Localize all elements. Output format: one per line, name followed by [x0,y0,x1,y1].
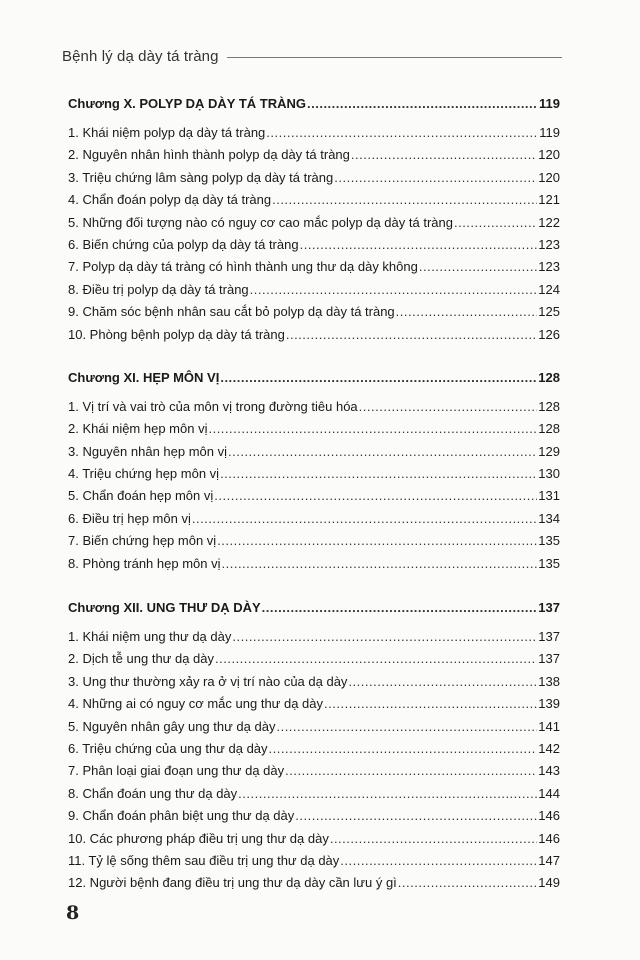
toc-entry-title: 5. Những đối tượng nào có nguy cơ cao mắc polyp dạ dày tá tràng [68,214,453,230]
dot-leader [324,693,537,715]
running-title: Bệnh lý dạ dày tá tràng [62,47,219,65]
toc-item[interactable] [68,324,560,346]
dot-leader [266,122,538,144]
toc-entry-page: 146 [538,808,560,824]
toc-entry-page: 128 [538,398,560,414]
toc-item[interactable] [68,212,560,234]
dot-leader [334,167,537,189]
dot-leader [286,324,537,346]
toc-entry-page: 138 [538,673,560,689]
toc-entry-title: 7. Phân loại giai đoạn ung thư dạ dày [68,763,285,779]
toc-entry-title: 10. Phòng bệnh polyp dạ dày tá tràng [68,326,285,342]
toc-entry-title: Chương XII. UNG THƯ DẠ DÀY [68,600,261,616]
toc-entry-page: 121 [538,192,560,208]
dot-leader [276,716,537,738]
toc-item[interactable] [68,671,560,693]
toc-item[interactable] [68,234,560,256]
dot-leader [398,872,538,894]
toc-entry-title: 1. Khái niệm polyp dạ dày tá tràng [68,125,266,140]
toc-entry-page: 126 [538,326,560,342]
toc-entry-title: 3. Nguyên nhân hẹp môn vị [68,443,227,459]
toc-entry-title: Chương XI. HẸP MÔN VỊ [68,369,220,385]
toc-entry-title: 8. Chẩn đoán ung thư dạ dày [68,785,238,801]
toc-entry-title: 1. Khái niệm ung thư dạ dày [68,629,232,645]
dot-leader [217,530,537,552]
toc-entry-page: 135 [538,533,560,549]
toc-entry-title: 5. Chẩn đoán hẹp môn vị [68,488,214,504]
dot-leader [348,671,537,693]
toc-item[interactable] [68,693,560,715]
header-rule [227,57,562,58]
toc-entry-title: 6. Điều trị hẹp môn vị [68,510,191,526]
toc-item[interactable] [68,783,560,805]
toc-entry-title: 1. Vị trí và vai trò của môn vị trong đường tiêu hóa [68,398,358,414]
dot-leader [220,463,537,485]
toc-entry-page: 129 [538,443,560,459]
toc-item[interactable] [68,626,560,648]
toc-entry-page: 124 [538,281,560,297]
dot-leader [269,738,538,760]
dot-leader [396,301,538,323]
dot-leader [208,418,537,440]
toc-entry-page: 131 [538,488,560,504]
toc-item[interactable] [68,828,560,850]
toc-entry-title: 6. Biến chứng của polyp dạ dày tá tràng [68,236,299,252]
toc-item[interactable] [68,872,560,894]
toc-entry-title: 7. Biến chứng hẹp môn vị [68,533,217,549]
toc-item[interactable] [68,553,560,575]
toc-entry-page: 120 [538,147,560,163]
toc-entry-title: 12. Người bệnh đang điều trị ung thư dạ dày cần lưu ý gì [68,875,397,891]
toc-item[interactable] [68,508,560,530]
toc-entry-page: 137 [538,651,560,667]
page-number: 8 [66,902,80,924]
toc-item[interactable] [68,716,560,738]
dot-leader [340,850,537,872]
toc-item[interactable] [68,738,560,760]
dot-leader [285,760,537,782]
running-header [62,44,562,68]
toc-entry-title: 8. Phòng tránh hẹp môn vị [68,555,221,571]
toc-entry-page: 141 [538,718,560,734]
dot-leader [222,553,538,575]
table-of-contents [68,92,560,915]
toc-entry-title: Chương X. POLYP DẠ DÀY TÁ TRÀNG [68,96,306,111]
toc-item[interactable] [68,441,560,463]
toc-entry-page: 142 [538,740,560,756]
toc-entry-page: 139 [538,696,560,712]
toc-entry-page: 122 [538,214,560,230]
toc-entry-title: 2. Dịch tễ ung thư dạ dày [68,651,215,667]
toc-item[interactable] [68,301,560,323]
toc-entry-title: 5. Nguyên nhân gây ung thư dạ dày [68,718,276,734]
dot-leader [215,648,537,670]
dot-leader [454,212,537,234]
dot-leader [214,485,537,507]
dot-leader [220,366,537,390]
toc-entry-title: 9. Chăm sóc bệnh nhân sau cắt bỏ polyp dạ dày tá tràng [68,304,395,320]
toc-entry-title: 4. Chẩn đoán polyp dạ dày tá tràng [68,192,272,208]
toc-item[interactable] [68,279,560,301]
toc-item[interactable] [68,189,560,211]
toc-entry-page: 130 [538,466,560,482]
toc-entry-page: 143 [538,763,560,779]
toc-entry-title: 2. Nguyên nhân hình thành polyp dạ dày tá tràng [68,147,350,163]
toc-item[interactable] [68,530,560,552]
toc-entry-page: 119 [539,96,560,111]
toc-entry-page: 123 [538,259,560,275]
toc-entry-page: 120 [538,169,560,185]
toc-item[interactable] [68,167,560,189]
toc-item[interactable] [68,396,560,418]
toc-entry-title: 6. Triệu chứng của ung thư dạ dày [68,740,268,756]
dot-leader [238,783,537,805]
toc-entry-page: 147 [538,852,560,868]
toc-chapter [68,366,560,575]
toc-entry-title: 11. Tỷ lệ sống thêm sau điều trị ung thư dạ dày [68,852,340,868]
toc-entry-title: 2. Khái niệm hẹp môn vị [68,421,208,437]
toc-item[interactable] [68,463,560,485]
toc-entry-title: 7. Polyp dạ dày tá tràng có hình thành ung thư dạ dày không [68,259,418,275]
toc-item[interactable] [68,122,560,144]
toc-entry-page: 119 [539,125,560,140]
toc-entry-page: 137 [538,600,560,616]
dot-leader [351,144,537,166]
dot-leader [232,626,537,648]
dot-leader [307,92,538,116]
toc-entry-title: 9. Chẩn đoán phân biệt ung thư dạ dày [68,808,295,824]
dot-leader [419,256,537,278]
dot-leader [262,596,538,620]
toc-entry-page: 125 [538,304,560,320]
toc-entry-page: 149 [538,875,560,891]
toc-chapter [68,596,560,895]
toc-entry-page: 146 [538,830,560,846]
toc-entry-title: 10. Các phương pháp điều trị ung thư dạ dày [68,830,329,846]
dot-leader [295,805,537,827]
dot-leader [250,279,538,301]
toc-entry-title: 4. Những ai có nguy cơ mắc ung thư dạ dày [68,696,324,712]
toc-item[interactable] [68,144,560,166]
toc-chapter-heading[interactable] [68,596,560,620]
toc-entry-title: 4. Triệu chứng hẹp môn vị [68,466,220,482]
toc-item[interactable] [68,256,560,278]
toc-chapter-heading[interactable] [68,366,560,390]
toc-chapter-heading[interactable] [68,92,560,116]
dot-leader [300,234,538,256]
dot-leader [330,828,537,850]
toc-item[interactable] [68,485,560,507]
toc-entry-page: 137 [538,629,560,645]
toc-entry-page: 128 [538,369,560,385]
toc-entry-page: 128 [538,421,560,437]
toc-entry-title: 8. Điều trị polyp dạ dày tá tràng [68,281,249,297]
dot-leader [228,441,537,463]
toc-entry-page: 123 [538,236,560,252]
toc-item[interactable] [68,760,560,782]
toc-chapter [68,92,560,346]
dot-leader [192,508,537,530]
toc-item[interactable] [68,418,560,440]
dot-leader [359,396,538,418]
toc-item[interactable] [68,850,560,872]
toc-item[interactable] [68,648,560,670]
toc-entry-page: 134 [538,510,560,526]
toc-entry-title: 3. Triệu chứng lâm sàng polyp dạ dày tá tràng [68,169,334,185]
toc-entry-page: 135 [538,555,560,571]
toc-entry-page: 144 [538,785,560,801]
toc-entry-title: 3. Ung thư thường xảy ra ở vị trí nào của dạ dày [68,673,348,689]
toc-item[interactable] [68,805,560,827]
dot-leader [272,189,537,211]
